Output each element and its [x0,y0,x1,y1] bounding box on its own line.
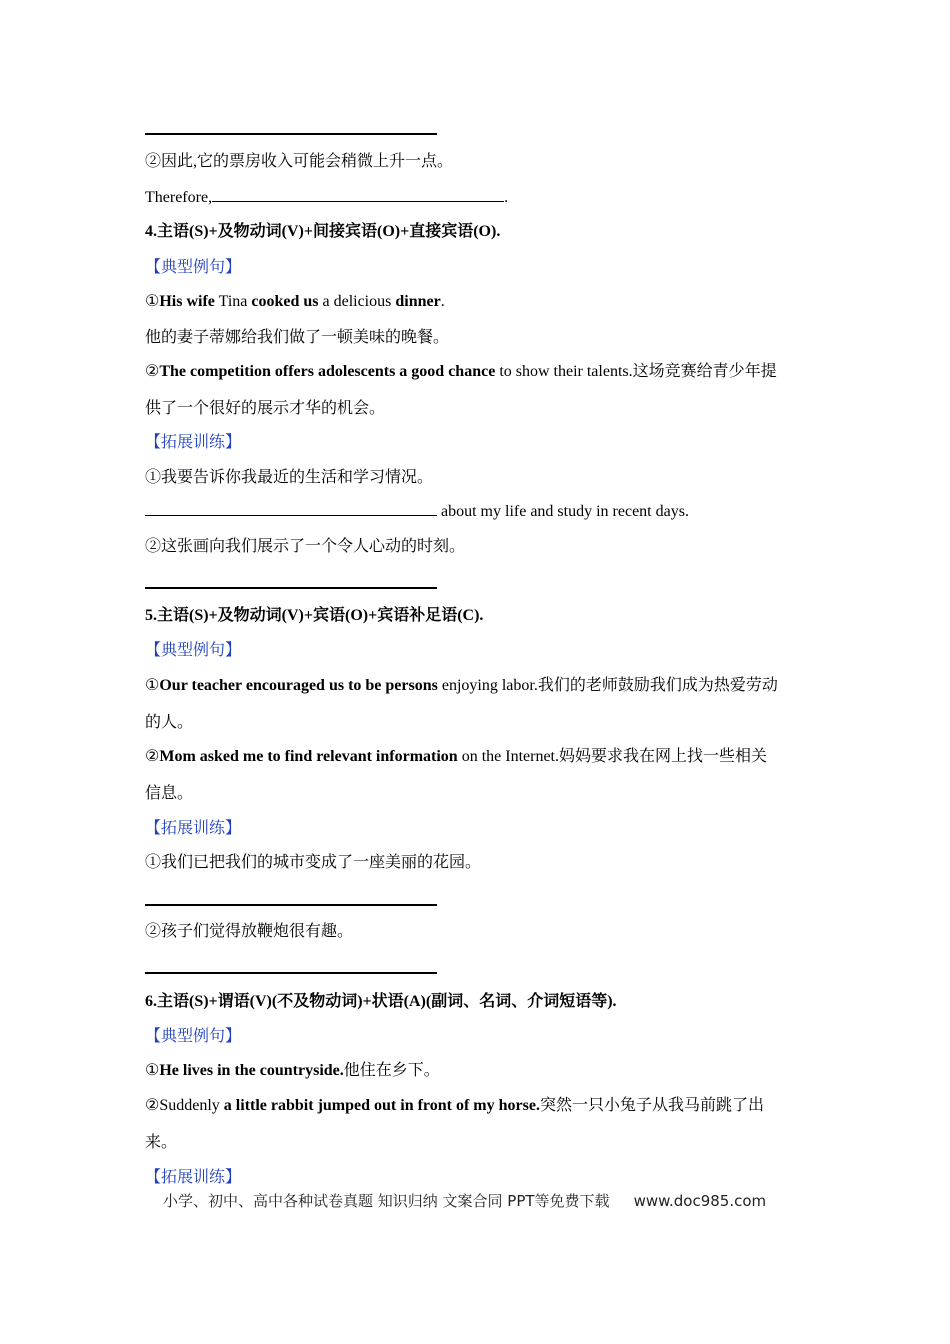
footer-link[interactable]: www.doc985.com [633,1192,767,1210]
answer-blank-line [145,133,437,135]
example-sentence: ①Our teacher encouraged us to be persons enjoying labor.我们的老师鼓励我们成为热爱劳动 [145,677,778,694]
example-sentence: ①He lives in the countryside.他住在乡下。 [145,1062,440,1079]
exercise-answer-line: Therefore, . [145,189,509,206]
exercise-answer-line: about my life and study in recent days. [145,502,689,522]
extension-training-label: 【拓展训练】 [145,820,242,837]
example-sentence: ②The competition offers adolescents a good chance to show their talents.这场竞赛给青少年提 [145,363,777,380]
extension-training-label: 【拓展训练】 [145,1169,242,1186]
example-sentence-continued: 供了一个很好的展示才华的机会。 [145,400,386,417]
answer-blank-line[interactable] [145,972,437,974]
answer-blank[interactable] [212,200,504,202]
exercise-prompt: ①我们已把我们的城市变成了一座美丽的花园。 [145,854,482,871]
exercise-prompt: ①我要告诉你我最近的生活和学习情况。 [145,469,434,486]
section-heading: 5.主语(S)+及物动词(V)+宾语(O)+宾语补足语(C). [145,607,484,624]
exercise-prompt: ②孩子们觉得放鞭炮很有趣。 [145,923,354,940]
footer-text: 小学、初中、高中各种试卷真题 知识归纳 文案合同 PPT等免费下载 [163,1192,610,1210]
section-heading: 4.主语(S)+及物动词(V)+间接宾语(O)+直接宾语(O). [145,223,501,240]
example-sentence-continued: 来。 [145,1134,178,1151]
exercise-prompt: ②这张画向我们展示了一个令人心动的时刻。 [145,538,466,555]
answer-blank[interactable] [145,514,437,516]
typical-examples-label: 【典型例句】 [145,1028,242,1045]
typical-examples-label: 【典型例句】 [145,642,242,659]
page-footer [163,1191,766,1211]
typical-examples-label: 【典型例句】 [145,259,242,276]
example-translation: 他的妻子蒂娜给我们做了一顿美味的晚餐。 [145,329,450,346]
example-sentence: ②Mom asked me to find relevant information on the Internet.妈妈要求我在网上找一些相关 [145,748,767,765]
exercise-prompt: ②因此,它的票房收入可能会稍微上升一点。 [145,153,454,170]
answer-blank-line[interactable] [145,904,437,906]
section-heading: 6.主语(S)+谓语(V)(不及物动词)+状语(A)(副词、名词、介词短语等). [145,993,617,1010]
example-sentence-continued: 信息。 [145,785,194,802]
answer-blank-line[interactable] [145,587,437,589]
example-sentence: ②Suddenly a little rabbit jumped out in front of my horse.突然一只小兔子从我马前跳了出 [145,1097,764,1114]
example-sentence: ①His wife Tina cooked us a delicious dinner. [145,293,445,310]
example-sentence-continued: 的人。 [145,714,194,731]
extension-training-label: 【拓展训练】 [145,434,242,451]
